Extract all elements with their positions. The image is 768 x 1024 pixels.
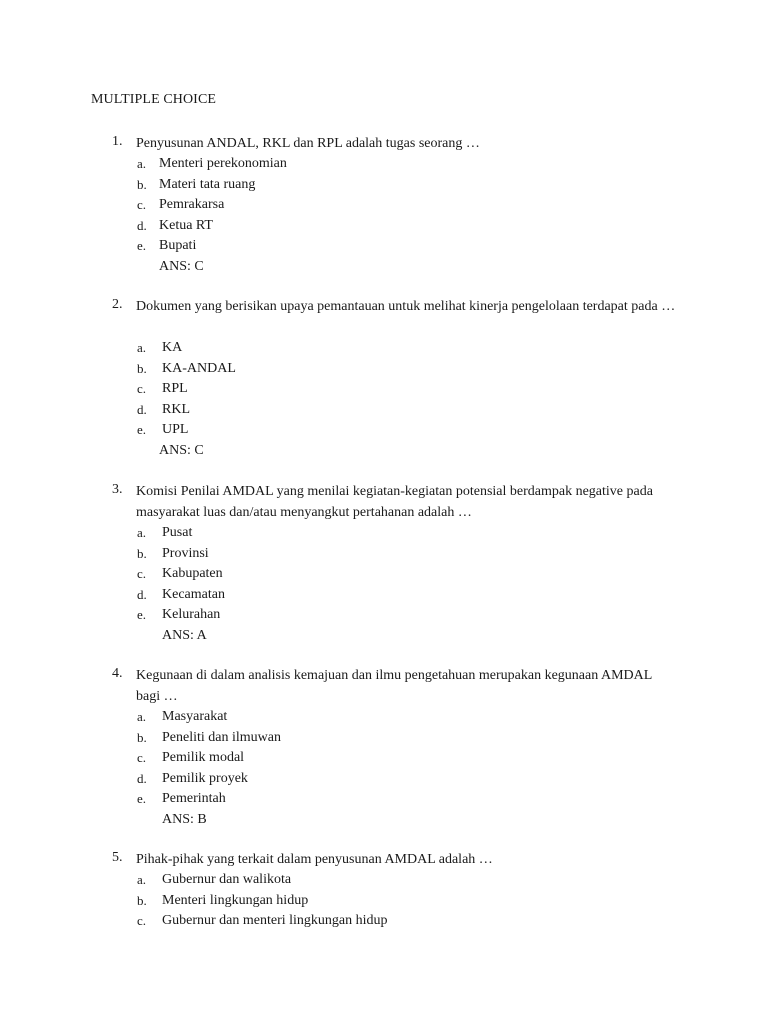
option-a [0,523,768,544]
option-text: RKL [162,401,190,417]
option-text: Materi tata ruang [159,176,256,192]
option-list [0,523,768,646]
option-text: Peneliti dan ilmuwan [162,729,281,745]
answer-text: ANS: A [162,627,207,643]
option-letter: d. [137,217,147,233]
option-letter: e. [137,791,147,806]
option-text: KA-ANDAL [162,360,236,376]
option-text: Pemrakarsa [159,197,225,212]
option-c [0,911,768,932]
option-e [0,420,768,441]
option-text: Pusat [162,525,193,540]
option-letter: c. [137,913,147,928]
option-letter: b. [137,360,147,376]
option-text: UPL [162,422,189,437]
option-text: RPL [162,381,188,396]
option-letter: a. [137,525,147,540]
option-text: Gubernur dan walikota [162,872,292,887]
option-text: Kecamatan [162,586,225,602]
option-text: Bupati [159,238,197,253]
answer-key [0,257,768,278]
option-b [0,544,768,565]
option-text: Pemilik proyek [162,770,248,786]
option-letter: a. [137,340,147,355]
option-letter: e. [137,607,147,622]
answer-text: ANS: B [162,811,207,827]
option-text: Kabupaten [162,566,223,581]
question-number: 1. [112,134,123,149]
option-a [0,870,768,891]
option-letter: c. [137,750,147,765]
option-list [0,338,768,461]
question-number: 2. [112,297,123,312]
option-b [0,728,768,749]
question-number: 4. [112,666,123,681]
option-letter: d. [137,770,147,786]
option-c [0,748,768,769]
option-letter: b. [137,892,147,908]
option-c [0,564,768,585]
option-letter: c. [137,197,147,212]
option-e [0,236,768,257]
option-list [0,870,768,932]
answer-text: ANS: C [159,442,204,458]
option-text: Menteri lingkungan hidup [162,892,309,908]
question-number: 5. [112,850,123,865]
option-letter: d. [137,586,147,602]
option-letter: e. [137,422,147,437]
option-a [0,338,768,359]
answer-key [0,441,768,462]
answer-key [0,626,768,647]
option-d [0,585,768,606]
option-text: Menteri perekonomian [159,156,287,171]
option-letter: a. [137,156,147,171]
answer-text: ANS: C [159,258,204,274]
option-text: Masyarakat [162,709,228,724]
option-text: Ketua RT [159,217,213,233]
option-list [0,154,768,277]
option-a [0,707,768,728]
option-b [0,175,768,196]
option-letter: b. [137,545,147,561]
option-text: Gubernur dan menteri lingkungan hidup [162,913,388,928]
question-number: 3. [112,482,123,497]
option-letter: c. [137,566,147,581]
option-text: Pemerintah [162,791,226,806]
option-letter: a. [137,709,147,724]
option-letter: a. [137,872,147,887]
answer-key [0,810,768,831]
option-c [0,379,768,400]
option-c [0,195,768,216]
option-e [0,605,768,626]
question-text: Dokumen yang berisikan upaya pemantauan untuk melihat kinerja pengelolaan terdapat pada … [136,299,676,314]
option-d [0,769,768,790]
option-letter: c. [137,381,147,396]
option-letter: e. [137,238,147,253]
section-heading: MULTIPLE CHOICE [91,92,217,107]
option-b [0,891,768,912]
option-a [0,154,768,175]
question-text: Komisi Penilai AMDAL yang menilai kegiatan-kegiatan potensial berdampak negative pada masyarakat luas dan/atau menyangkut pertahanan adalah … [136,484,653,520]
option-text: Provinsi [162,545,209,561]
option-d [0,216,768,237]
option-letter: d. [137,401,147,417]
question-text: Penyusunan ANDAL, RKL dan RPL adalah tugas seorang … [136,136,480,151]
option-letter: b. [137,176,147,192]
question-text: Kegunaan di dalam analisis kemajuan dan ilmu pengetahuan merupakan kegunaan AMDAL bagi … [136,668,652,704]
question-text: Pihak-pihak yang terkait dalam penyusunan AMDAL adalah … [136,852,493,867]
option-b [0,359,768,380]
option-text: Kelurahan [162,607,221,622]
option-text: Pemilik modal [162,750,245,765]
option-list [0,707,768,830]
option-text: KA [162,340,183,355]
option-letter: b. [137,729,147,745]
option-d [0,400,768,421]
option-e [0,789,768,810]
